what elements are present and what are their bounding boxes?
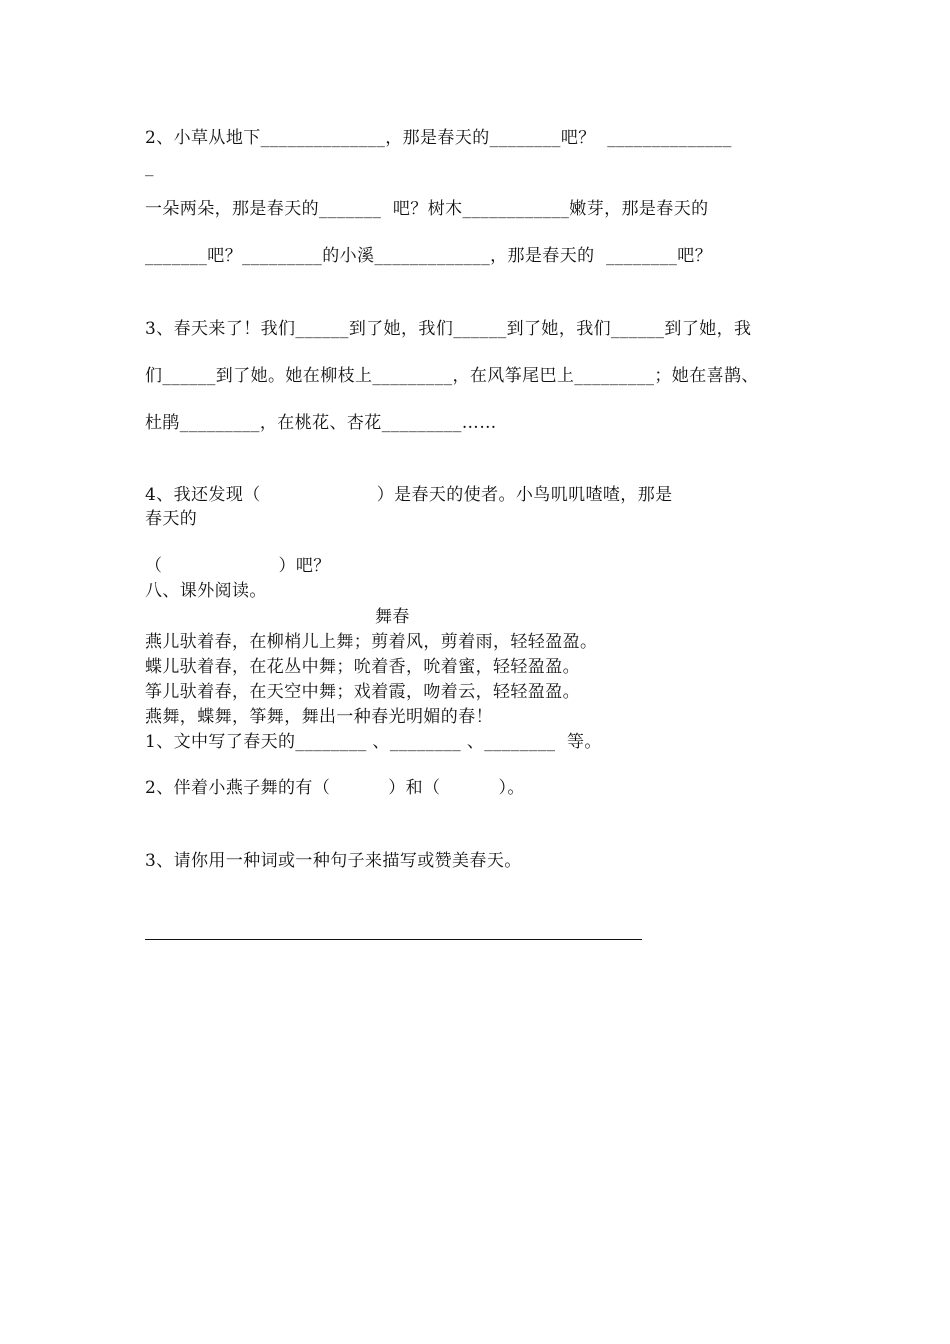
reading-question-1: 1、文中写了春天的________ 、________ 、________ 等。 bbox=[145, 732, 602, 752]
q3-line-3: 杜鹃_________，在桃花、杏花_________…… bbox=[145, 413, 497, 433]
q2-line-2: 一朵两朵，那是春天的_______ 吧？树木____________嫩芽，那是春天的 bbox=[145, 199, 709, 219]
q2-line-3: _______吧？_________的小溪_____________，那是春天的 ________吧？ bbox=[145, 246, 713, 266]
q3-line-2: 们______到了她。她在柳枝上_________，在风筝尾巴上_________；她在喜鹊、 bbox=[145, 366, 759, 386]
q3-line-1: 3、春天来了！我们______到了她，我们______到了她，我们______到了她，我 bbox=[145, 319, 752, 339]
reading-question-3: 3、请你用一种词或一种句子来描写或赞美春天。 bbox=[145, 851, 522, 871]
poem-line: 燕儿驮着春，在柳梢儿上舞；剪着风，剪着雨，轻轻盈盈。 bbox=[145, 632, 598, 652]
poem-title: 舞春 bbox=[375, 607, 410, 627]
q4-line-1: 4、我还发现（ ）是春天的使者。小鸟叽叽喳喳，那是 bbox=[145, 485, 673, 505]
q4-line-2: 春天的 bbox=[145, 509, 198, 529]
reading-question-2: 2、伴着小燕子舞的有（ ）和（ ）。 bbox=[145, 778, 525, 798]
poem-line: 蝶儿驮着春，在花丛中舞；吮着香，吮着蜜，轻轻盈盈。 bbox=[145, 657, 580, 677]
q4-line-3: （ ）吧？ bbox=[145, 556, 331, 576]
q2-line-1: 2、小草从地下______________，那是春天的________吧？ ______________ bbox=[145, 128, 732, 148]
section-heading: 八、课外阅读。 bbox=[145, 581, 267, 601]
answer-line[interactable] bbox=[145, 939, 642, 940]
poem-line: 筝儿驮着春，在天空中舞；戏着霞，吻着云，轻轻盈盈。 bbox=[145, 682, 580, 702]
q2-line-1-tail: _ bbox=[145, 157, 154, 177]
poem-line: 燕舞，蝶舞，筝舞，舞出一种春光明媚的春！ bbox=[145, 707, 493, 727]
